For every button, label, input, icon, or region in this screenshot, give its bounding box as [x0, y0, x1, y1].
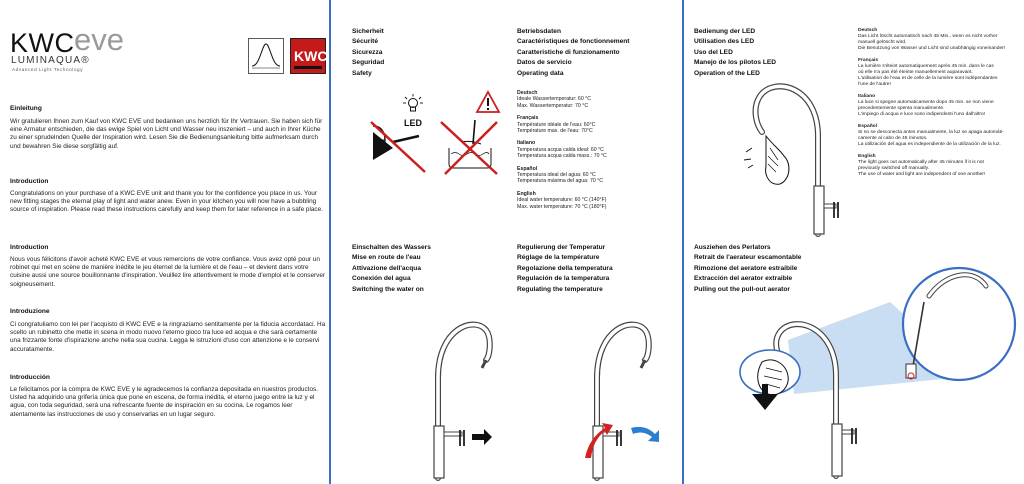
- lamp-icon: [403, 94, 423, 116]
- heading: Safety: [352, 69, 372, 77]
- operating-block-fr: [517, 115, 677, 134]
- heading: Regulating the temperature: [517, 285, 603, 293]
- line: Ideal water temperature: 60 °C (140°F): [517, 197, 607, 204]
- led-block-de: [858, 28, 1020, 52]
- heading: Regulación de la temperatura: [517, 275, 610, 283]
- kwc-logo: KWC: [10, 28, 75, 58]
- operating-block-de: [517, 90, 677, 109]
- line: Temperatura acqua calda mass.: 70 °C: [517, 153, 607, 160]
- heading: Mise en route de l'eau: [352, 254, 421, 262]
- brand-tagline: Advanced Light Technology: [12, 67, 84, 72]
- line: La luce si spegne automaticamente dopo 45 min. se non viene: [858, 100, 994, 105]
- heading: Utilisation des LED: [694, 38, 755, 46]
- kwc-red-badge-strip: [294, 66, 322, 69]
- heading: Manejo de los pilotos LED: [694, 59, 777, 67]
- intro-fr-title: Introduction: [10, 244, 49, 251]
- line: l'une de l'autre!: [858, 82, 891, 87]
- led-label: LED: [404, 118, 422, 128]
- lang-label: English: [517, 190, 536, 197]
- heading: Caratteristiche di funzionamento: [517, 48, 620, 56]
- heading: Sécurité: [352, 38, 379, 46]
- line: Das Licht löscht automatisch nach 45 Min., wenn es nicht vorher: [858, 34, 998, 39]
- water-on-headings: [352, 243, 431, 295]
- heading: Bedienung der LED: [694, 28, 756, 35]
- line: previously switched off manually.: [858, 166, 930, 171]
- lang-label: Deutsch: [858, 28, 878, 33]
- lang-label: Italiano: [858, 94, 876, 99]
- intro-en-body: Congratulations on your purchase of a KWC EVE unit and thank you for the confidence you place in us. Your new fitting stages the eternal play of light and water anew. Even in your kitchen you will now have a bubbling source of inspiration. Please read these instructions carefully and keep them for later reference in a safe place.: [10, 190, 323, 214]
- led-block-it: [858, 94, 1020, 118]
- operating-data-list: [517, 90, 677, 216]
- line: Max. water temperature: 70 °C (180°F): [517, 203, 607, 210]
- line: Temperatura máxima del agua: 70 °C: [517, 178, 603, 185]
- heading: Caractéristiques de fonctionnement: [517, 38, 630, 46]
- luminaqua-logo: LUMINAQUA®: [11, 55, 90, 66]
- heading: Regolazione della temperatura: [517, 264, 613, 272]
- intro-en-title: Introduction: [10, 178, 49, 185]
- heading: Retrait de l'aerateur escamontable: [694, 254, 802, 262]
- heading: Switching the water on: [352, 285, 424, 293]
- operating-block-en: [517, 191, 677, 210]
- safety-column: [331, 0, 682, 484]
- faucet-led-touch-figure: [744, 76, 854, 236]
- heading: Datos de servicio: [517, 59, 572, 67]
- line: Ideale Wassertemperatur: 60 °C: [517, 96, 591, 103]
- lang-label: Español: [858, 124, 878, 129]
- faucet-aerator-figure: [724, 306, 874, 478]
- intro-de-title: Einleitung: [10, 105, 42, 112]
- line: Temperatura ideal del agua: 60 °C: [517, 172, 596, 179]
- led-block-es: [858, 124, 1020, 148]
- intro-es-title: Introducción: [10, 374, 50, 381]
- line: camente al cabo de 45 minutos.: [858, 136, 928, 141]
- line: Température idéale de l'eau: 60°C: [517, 121, 596, 128]
- heading: Betriebsdaten: [517, 28, 561, 35]
- safety-headings: [352, 27, 384, 79]
- operating-headings: [517, 27, 629, 79]
- operating-block-it: [517, 140, 677, 159]
- lang-label: Français: [517, 115, 539, 122]
- heading: Conexión del agua: [352, 275, 411, 283]
- heading: Sicherheit: [352, 28, 384, 35]
- heading: Extracción del aerator extraible: [694, 275, 793, 283]
- intro-de-body: Wir gratulieren Ihnen zum Kauf von KWC EVE und bedanken uns herzlich für Ihr Vertrauen. Sie haben sich für eine Armatur entschieden, die das ewige Spiel von Licht und Wasser neu inszeniert – und auch in Ihrer Küche zu einer sprudelnden Quelle der Inspiration wird. Lesen Sie die Bedienungsanleitung bitte aufmerksam durch und bewahren Sie diese sorgfältig auf.: [10, 118, 323, 150]
- heading: Einschalten des Wassers: [352, 244, 431, 251]
- line: où elle n'a pas été éteinte manuellement auparavant.: [858, 70, 973, 75]
- heading: Uso del LED: [694, 48, 733, 56]
- intro-it-body: Ci congratuliamo con lei per l'acquisto di KWC EVE e la ringraziamo sentitamente per la fiducia accordataci. Ha scelto un rubinetto che mette in scena in modo nuovo l'eterno gioco tra luce ed acqua e che sarà certamente una frizzante fonte d'ispirazione anche nella sua cucina. Legga le istruzioni d'uso con attenzione e le conservi accuratamente.: [10, 321, 326, 353]
- lang-label: Deutsch: [517, 90, 538, 96]
- eye-warning-figure: [371, 118, 426, 173]
- heading: Operating data: [517, 69, 564, 77]
- led-info-list: [858, 28, 1020, 184]
- heading: Ausziehen des Perlators: [694, 244, 771, 251]
- line: The light goes out automatically after 45 minutes if it is not: [858, 160, 984, 165]
- hot-water-warning-figure: [441, 120, 501, 175]
- kwc-red-badge-text: KWC: [294, 48, 328, 64]
- heading: Operation of the LED: [694, 69, 760, 77]
- line: The use of water and light are independent of one another!: [858, 172, 986, 177]
- led-block-en: [858, 154, 1020, 178]
- line: La utilización del agua es independiente de la utilización de la luz.: [858, 142, 1001, 147]
- kwc-red-badge: [290, 38, 326, 74]
- led-block-fr: [858, 58, 1020, 88]
- intro-it-title: Introduzione: [10, 308, 50, 315]
- led-column: [684, 0, 1024, 484]
- heading: Réglage de la température: [517, 254, 600, 262]
- line: Temperatura acqua calda ideal: 60 °C: [517, 146, 604, 153]
- curve-badge-icon: [248, 38, 284, 74]
- heading: Regulierung der Temperatur: [517, 244, 606, 251]
- faucet-water-on-figure: [396, 308, 501, 480]
- operating-block-es: [517, 166, 677, 185]
- heading: Seguridad: [352, 59, 385, 67]
- heading: Attivazione dell'acqua: [352, 264, 421, 272]
- line: Die Benutzung von Wasser und Licht sind unabhängig voneinander!: [858, 46, 1006, 51]
- intro-fr-body: Nous vous félicitons d'avoir acheté KWC EVE et vous remercions de votre confiance. Vous avez opté pour un robinet qui met en scène de manière inédite le jeu éternel de la lumière et de l'eau – et devient dans votre cuisine aussi une source bouillonnante d'inspiration. Veuillez lire attentivement le mode d'emploi et le conserver soigneusement.: [10, 256, 326, 288]
- line: La lumière s'éteint automatiquement après 45 min. dans le cas: [858, 64, 994, 69]
- led-headings: [694, 27, 776, 79]
- line: Température max. de l'eau: 70°C: [517, 128, 593, 135]
- line: manuell gelöscht wird.: [858, 40, 907, 45]
- line: Max. Wassertemperatur: 70 °C: [517, 102, 589, 109]
- lang-label: Français: [858, 58, 879, 63]
- line: Si no se desconecta antes manualmente, la luz se apaga automáti-: [858, 130, 1004, 135]
- faucet-temperature-figure: [555, 308, 665, 480]
- heading: Sicurezza: [352, 48, 383, 56]
- line: L'utilisation de l'eau et de celle de la lumière sont indépendantes: [858, 76, 998, 81]
- heading: Pulling out the pull-out aerator: [694, 285, 790, 293]
- lang-label: English: [858, 154, 876, 159]
- line: precedentemente spenta manualmente.: [858, 106, 945, 111]
- lang-label: Italiano: [517, 140, 536, 147]
- temperature-headings: [517, 243, 613, 295]
- warning-triangle-icon: [476, 91, 500, 113]
- heading: Rimozione del aeratore estraibile: [694, 264, 798, 272]
- eve-logo: eve: [74, 22, 124, 57]
- intro-column: [0, 0, 329, 484]
- lang-label: Español: [517, 165, 538, 172]
- line: L'impiego di acqua e luce sono indipendenti l'uno dall'altro!: [858, 112, 986, 117]
- intro-es-body: Le felicitamos por la compra de KWC EVE y le agradecemos la confianza depositada en nuestros productos. Usted ha adquirido una grifería única que pone en escena, de forma inédita, el eterno juego entre la luz y el agua, con toda seguridad, será una refrescante fuente de inspiración en su cocina. Le rogamos leer atentamente las instrucciones de uso y conservarlas en un lugar seguro.: [10, 386, 318, 418]
